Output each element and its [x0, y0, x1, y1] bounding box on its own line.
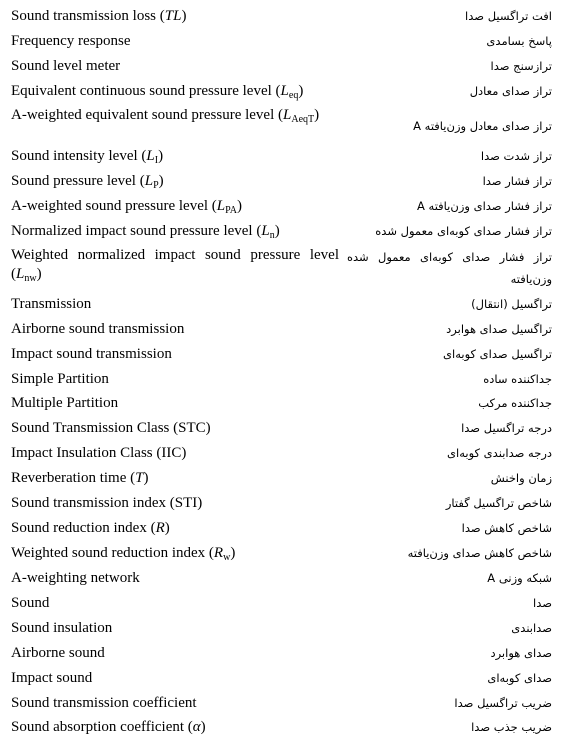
table-row — [0, 493, 563, 515]
persian-term: درجه تراگسیل صدا — [461, 421, 552, 435]
term-text: Normalized impact sound pressure level ( — [11, 223, 262, 239]
term-symbol: L — [280, 83, 289, 99]
english-term — [11, 370, 339, 389]
english-term — [11, 246, 339, 284]
persian-term: درجه صدابندی کوبه‌ای — [447, 446, 552, 460]
term-text: Equivalent continuous sound pressure level ( — [11, 83, 281, 99]
persian-term: افت تراگسیل صدا — [465, 9, 552, 23]
term-symbol: L — [146, 148, 155, 164]
table-row — [0, 418, 563, 440]
table-row — [0, 171, 563, 193]
persian-term: تراگسیل صدای هوابرد — [446, 322, 552, 336]
table-row — [0, 568, 563, 590]
persian-term: شبکه وزنی A — [487, 571, 552, 585]
term-symbol: L — [216, 198, 226, 214]
table-row — [0, 294, 563, 316]
persian-term: صدای کوبه‌ای — [487, 671, 552, 685]
term-text: Sound reduction index ( — [11, 520, 156, 536]
term-text: Transmission — [11, 296, 92, 312]
term-symbol: R — [213, 545, 224, 561]
persian-term: تراز شدت صدا — [480, 149, 552, 163]
english-term — [11, 172, 339, 191]
english-term — [11, 419, 339, 438]
persian-term: تراز فشار صدای وزن‌یافته A — [417, 199, 552, 213]
term-close: ) — [158, 173, 164, 189]
english-term — [11, 494, 339, 513]
persian-term: صدا — [533, 596, 552, 610]
english-term — [11, 147, 339, 166]
table-row — [0, 221, 563, 243]
term-symbol: L — [16, 266, 25, 282]
english-term — [11, 82, 339, 101]
term-text: A-weighting network — [11, 570, 140, 586]
table-row — [0, 106, 563, 148]
english-term — [11, 222, 339, 241]
term-close: ) — [158, 148, 164, 164]
term-text: Sound pressure level ( — [11, 173, 145, 189]
term-subscript: nw — [24, 273, 37, 284]
table-row — [0, 543, 563, 565]
english-term — [11, 619, 339, 638]
term-text: Simple Partition — [11, 371, 109, 387]
term-close: ) — [230, 545, 236, 561]
term-close: ) — [143, 470, 149, 486]
persian-term: تراز صدای معادل — [469, 84, 552, 98]
term-text: Impact sound — [11, 670, 93, 686]
english-term — [11, 57, 339, 76]
term-text: Sound level meter — [11, 58, 121, 74]
english-term — [11, 394, 339, 413]
term-text: Sound — [11, 595, 50, 611]
english-term — [11, 594, 339, 613]
term-symbol: TL — [164, 8, 182, 24]
persian-term: صدابندی — [511, 621, 552, 635]
term-text: Weighted normalized impact sound pressure level ( — [11, 247, 339, 282]
persian-term: جداکننده مرکب — [478, 396, 552, 410]
table-row — [0, 146, 563, 168]
term-close: ) — [164, 520, 170, 536]
table-row — [0, 393, 563, 415]
english-term — [11, 444, 339, 463]
table-row — [0, 319, 563, 341]
table-row — [0, 246, 563, 292]
term-text: Sound intensity level ( — [11, 148, 147, 164]
term-text: Weighted sound reduction index ( — [11, 545, 214, 561]
persian-term: تراگسیل صدای کوبه‌ای — [443, 347, 552, 361]
table-row — [0, 668, 563, 690]
term-close: ) — [237, 198, 242, 214]
english-term — [11, 718, 339, 737]
term-subscript: w — [223, 552, 231, 563]
table-row — [0, 369, 563, 391]
table-row — [0, 468, 563, 490]
table-row — [0, 618, 563, 640]
table-row — [0, 443, 563, 465]
term-text: Airborne sound transmission — [11, 321, 185, 337]
english-term — [11, 295, 339, 314]
term-subscript: PA — [225, 205, 237, 216]
term-text: Airborne sound — [11, 645, 105, 661]
table-row — [0, 518, 563, 540]
term-symbol: R — [155, 520, 165, 536]
persian-term: ضریب تراگسیل صدا — [454, 696, 552, 710]
persian-term: زمان واخنش — [490, 471, 552, 485]
english-term — [11, 320, 339, 339]
table-row — [0, 31, 563, 53]
term-symbol: T — [135, 470, 144, 486]
term-text: Impact Insulation Class (IIC) — [11, 445, 187, 461]
term-text: Sound transmission index (STI) — [11, 495, 203, 511]
persian-term: تراز صدای معادل وزن‌یافته A — [413, 119, 552, 133]
term-subscript: n — [269, 230, 275, 241]
english-term — [11, 106, 339, 125]
persian-term: ضریب جذب صدا — [471, 720, 552, 734]
term-close: ) — [274, 223, 280, 239]
english-term — [11, 569, 339, 588]
term-symbol: L — [283, 107, 292, 123]
term-text: Reverberation time ( — [11, 470, 136, 486]
english-term — [11, 197, 339, 216]
term-text: Sound insulation — [11, 620, 113, 636]
term-close: ) — [298, 83, 304, 99]
term-close: ) — [36, 266, 42, 282]
persian-term: شاخص کاهش صدا — [461, 521, 552, 535]
term-subscript: I — [154, 155, 159, 166]
english-term — [11, 694, 339, 713]
table-row — [0, 344, 563, 366]
term-text: Multiple Partition — [11, 395, 119, 411]
term-close: ) — [181, 8, 187, 24]
term-text: A-weighted equivalent sound pressure level ( — [11, 107, 283, 123]
persian-term: جداکننده ساده — [483, 372, 552, 386]
persian-term: تراز فشار صدای کوبه‌ای معمول شده — [375, 224, 552, 238]
table-row — [0, 593, 563, 615]
table-row — [0, 6, 563, 28]
term-symbol: L — [144, 173, 154, 189]
persian-term: شاخص کاهش صدای وزن‌یافته — [407, 546, 552, 560]
table-row — [0, 56, 563, 78]
term-subscript: P — [153, 180, 159, 191]
term-text: Sound transmission loss ( — [11, 8, 165, 24]
english-term — [11, 519, 339, 538]
term-text: Sound absorption coefficient ( — [11, 719, 193, 735]
english-term — [11, 32, 339, 51]
table-row — [0, 643, 563, 665]
english-term — [11, 469, 339, 488]
persian-term: تراز فشار صدا — [482, 174, 552, 188]
term-subscript: eq — [288, 90, 299, 101]
term-text: Sound Transmission Class (STC) — [11, 420, 211, 436]
persian-term: شاخص تراگسیل گفتار — [445, 496, 552, 510]
term-text: Impact sound transmission — [11, 346, 172, 362]
term-text: A-weighted sound pressure level ( — [11, 198, 217, 214]
table-row — [0, 717, 563, 739]
english-term — [11, 669, 339, 688]
term-close: ) — [200, 719, 206, 735]
term-text: Sound transmission coefficient — [11, 695, 197, 711]
persian-term: ترازسنج صدا — [490, 59, 552, 73]
term-close: ) — [314, 107, 320, 123]
english-term — [11, 7, 339, 26]
english-term — [11, 544, 339, 563]
table-row — [0, 81, 563, 103]
persian-term: پاسخ بسامدی — [486, 34, 552, 48]
term-subscript: AeqT — [291, 114, 315, 125]
term-text: Frequency response — [11, 33, 131, 49]
english-term — [11, 644, 339, 663]
persian-term: تراز فشار صدای کوبه‌ای معمول شده وزن‌یافته — [347, 250, 552, 286]
persian-term: صدای هوابرد — [490, 646, 552, 660]
english-term — [11, 345, 339, 364]
table-row — [0, 196, 563, 218]
term-symbol: L — [261, 223, 270, 239]
persian-term: تراگسیل (انتقال) — [471, 297, 552, 311]
table-row — [0, 693, 563, 715]
term-symbol: α — [192, 719, 201, 735]
